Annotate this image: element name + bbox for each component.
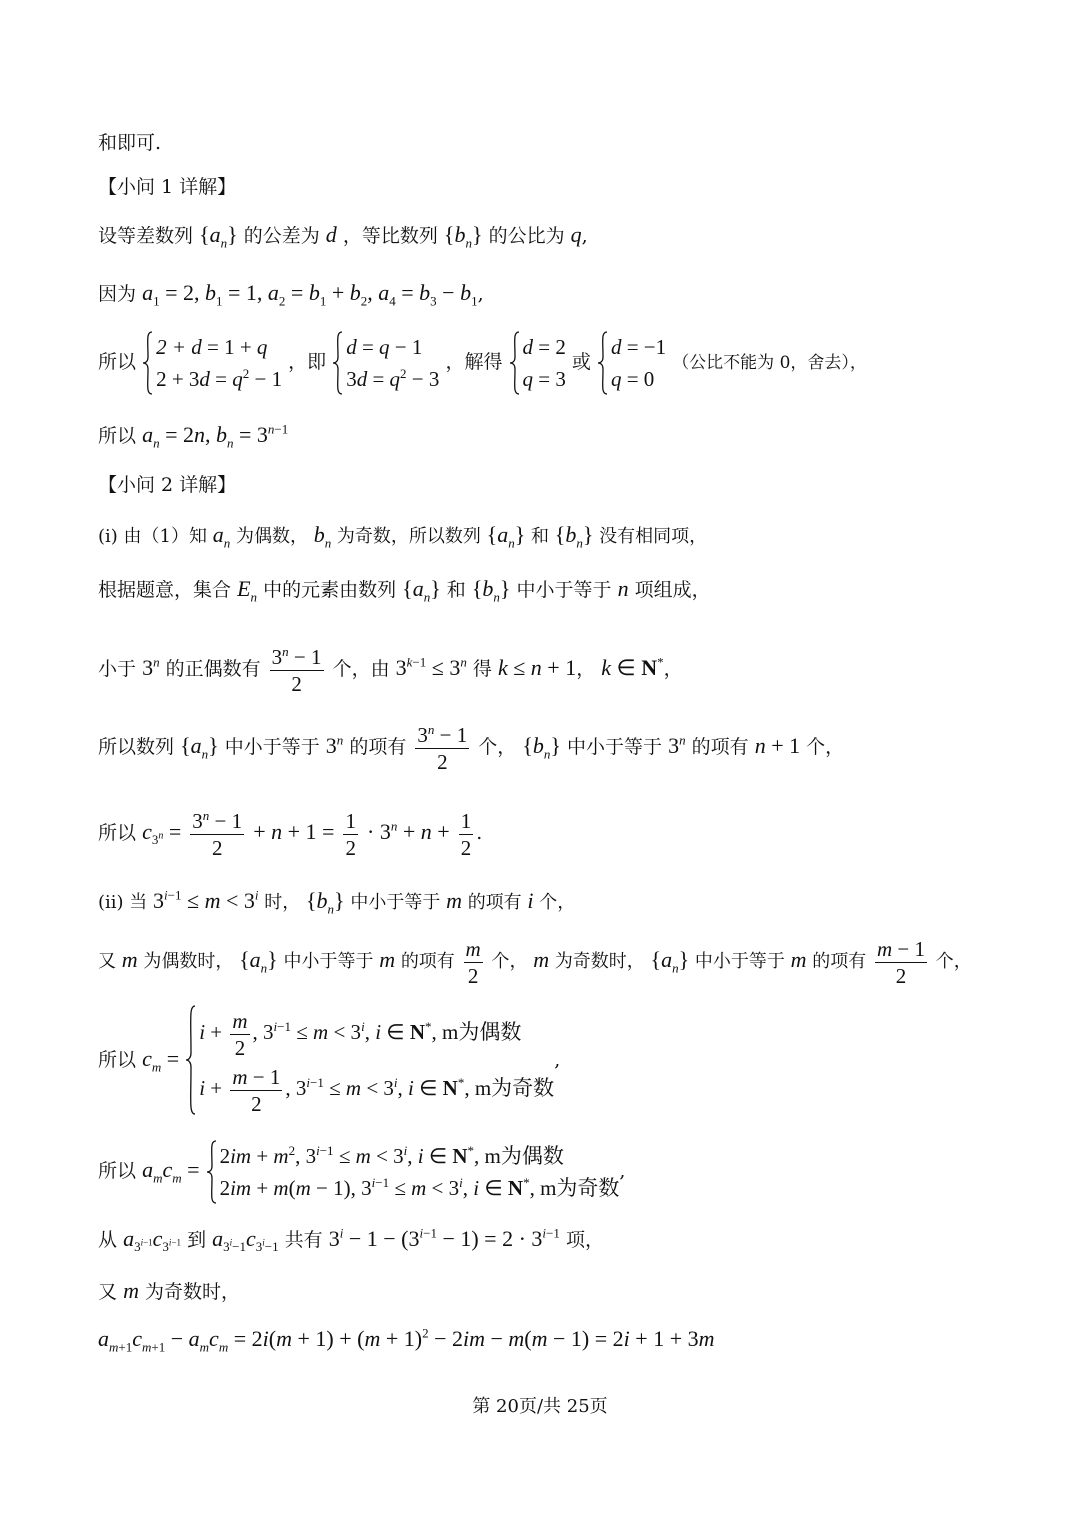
text: m为偶数 <box>442 1020 522 1045</box>
fraction: $\frac{3^n - 1}{2}$ <box>417 721 468 774</box>
math: q <box>570 222 582 247</box>
equation-system: d = 2 q = 3 <box>509 331 566 395</box>
text: 为偶数时， <box>143 951 234 972</box>
text: 项， <box>565 1229 604 1251</box>
text: 所以 <box>98 1160 137 1182</box>
math: $a_n$ <box>212 522 231 551</box>
text: 共有 <box>284 1229 323 1251</box>
text: m为偶数 <box>484 1144 564 1168</box>
text: 中小于等于 <box>694 951 785 972</box>
text: 和 <box>531 526 550 547</box>
text: 从 <box>98 1229 118 1251</box>
text: ，即 <box>288 351 327 373</box>
text: 的正偶数有 <box>165 658 261 680</box>
math: $\{a_n\}$ <box>199 222 238 251</box>
math: 3$^n$ <box>325 732 344 758</box>
math: 3$^n$ <box>142 654 160 680</box>
fraction: $\frac{3^n - 1}{2}$ <box>271 643 322 696</box>
math: $c_{3^n}$ = <box>142 819 182 848</box>
math: m <box>446 888 462 913</box>
text: 因为 <box>98 283 137 305</box>
math: m <box>121 947 138 972</box>
text: 根据题意，集合 <box>98 579 232 601</box>
text-line <box>98 718 844 775</box>
text: 到 <box>187 1229 207 1251</box>
text-line <box>98 1226 604 1253</box>
text-line: 设等差数列 $\{a_n\}$ 的公差为 d ，等比数列 $\{b_n\}$ 的公比为 q, <box>98 222 588 251</box>
section-heading <box>98 472 236 498</box>
text: 所以 <box>98 822 137 844</box>
text: 的公比为 <box>488 225 565 247</box>
fraction: $\frac{1}{2}$ <box>345 808 356 860</box>
math: m <box>379 947 396 972</box>
text: 中小于等于 <box>516 579 612 601</box>
math: m <box>533 947 550 972</box>
math: $3^{k-1} \le 3^n$ <box>395 654 467 680</box>
math: $3^i - 1 - (3^{i-1} - 1) = 2 \cdot 3^{i-1}$ <box>328 1225 560 1251</box>
text: 或 <box>571 351 591 373</box>
text: 为奇数时， <box>554 951 645 972</box>
text: 个， <box>539 892 576 913</box>
text: 的项有 <box>691 736 749 758</box>
math: d <box>325 222 337 247</box>
text: 中小于等于 <box>350 892 441 913</box>
math: $\{a_n\}$ <box>650 947 690 976</box>
text: 所以 <box>98 351 137 373</box>
text: 所以 <box>98 1049 137 1071</box>
math: $\{b_n\}$ <box>471 576 511 605</box>
equation-system: d = −1 q = 0 <box>597 331 666 395</box>
section-heading <box>98 174 236 200</box>
text: ，等比数列 <box>342 225 438 247</box>
heading-text: 【小问 1 详解】 <box>98 176 237 198</box>
text: 的公差为 <box>243 225 320 247</box>
math: $a_{3^{i-1}}c_{3^{i-1}}$ <box>123 1226 182 1255</box>
text: 设等差数列 <box>98 225 194 247</box>
text: 个， <box>478 736 517 758</box>
math: $c_m$ = <box>142 1046 180 1075</box>
text-line <box>98 932 972 990</box>
math: $\{a_n\}$ <box>239 947 278 976</box>
text: 和 <box>446 579 466 601</box>
text: 又 <box>98 951 116 972</box>
text-line: 因为 $a_1 = 2$, $b_1 = 1$, $a_2 = b_1 + b_2$, $a_4 = b_3 - b_1$, <box>98 280 484 309</box>
text-line: 所以 $a_mc_m$ = $2im + m^2$, $3^{i-1} \le m < 3^i$, i ∈ N*, m为偶数 2im + m(m − 1), $3^{i-1} \le m < 3^i$, i ∈ N*, m为奇数 , <box>98 1138 625 1204</box>
text: 又 <box>98 1281 118 1303</box>
math: $b_n$ <box>313 522 332 551</box>
text: 和即可. <box>98 132 162 154</box>
math: $\{b_n\}$ <box>443 222 483 251</box>
text-line <box>98 1326 715 1353</box>
text: 的项有 <box>349 736 407 758</box>
text: 所以 <box>98 425 137 447</box>
math: · $3^n + n$ + <box>367 818 450 844</box>
text: 个，由 <box>332 658 390 680</box>
text: 小于 <box>98 658 137 680</box>
math: k ∈ N* <box>601 654 664 680</box>
math: + n + 1 = <box>253 819 335 844</box>
text: 个， <box>935 951 972 972</box>
text: （公比不能为 0，舍去）， <box>672 353 867 373</box>
math: $\{b_n\}$ <box>305 888 345 917</box>
math: $\{b_n\}$ <box>522 733 561 762</box>
math: m <box>790 947 807 972</box>
text: 的项有 <box>467 892 522 913</box>
piecewise-system: i + $\frac{m}{2}$ , $3^{i-1} \le m < 3^i$, i ∈ N*, m为偶数 i + $\frac{m - 1}{2}$ , $3^{i-1} \le m < 3^i$, i ∈ N*, m为奇数 <box>185 1005 554 1116</box>
math: $a_mc_m$ = <box>142 1157 200 1186</box>
fraction: $\frac{m}{2}$ <box>465 936 481 988</box>
text: 中小于等于 <box>224 736 320 758</box>
text: 个， <box>491 951 528 972</box>
text: 所以数列 <box>98 736 175 758</box>
text: 个， <box>806 736 845 758</box>
math: $\{a_n\}$ <box>486 522 526 551</box>
text: 时， <box>264 892 301 913</box>
math: $\{b_n\}$ <box>554 522 594 551</box>
text: 项组成， <box>634 579 711 601</box>
equation-system: 2 + d = 1 + q $2 + 3d = q^2 - 1$ <box>142 331 282 395</box>
text: (i) 由（1）知 <box>98 526 207 547</box>
text: ，解得 <box>445 351 503 373</box>
text: 中小于等于 <box>567 736 663 758</box>
heading-text: 【小问 2 详解】 <box>98 474 237 496</box>
fraction: $\frac{m - 1}{2}$ <box>877 936 926 988</box>
text-line <box>98 330 867 395</box>
math: i <box>527 888 534 913</box>
math: m <box>123 1278 139 1303</box>
math: $E_n$ <box>237 576 258 605</box>
text-line: 小于 3$^n$ 的正偶数有 $\frac{3^n - 1}{2}$ 个，由 $3^{k-1} \le 3^n$ 得 k ≤ n + 1， k ∈ N*， <box>98 643 683 696</box>
text-line: 所以 $c_m$ = i + $\frac{m}{2}$ , $3^{i-1} \le m < 3^i$, i ∈ N*, m为偶数 i + $\frac{m - 1}{2}$ , $3^{i-1} \le m < 3^i$, i ∈ N*, m为奇数 , <box>98 1004 560 1117</box>
page-number: 第 20页/共 25页 <box>472 1396 608 1417</box>
text: 中的元素由数列 <box>263 579 397 601</box>
text: 得 <box>472 658 492 680</box>
math: $3^{i-1} \le m < 3^i$ <box>153 887 259 913</box>
math: $\{a_n\}$ <box>402 576 441 605</box>
text: 的项有 <box>812 951 867 972</box>
text: 为偶数， <box>235 526 308 547</box>
math: n <box>617 576 629 601</box>
text-line <box>98 130 161 156</box>
fraction: $\frac{1}{2}$ <box>460 808 472 860</box>
text-line <box>98 888 575 916</box>
text: m为奇数 <box>474 1076 555 1100</box>
text-line <box>98 422 288 449</box>
text: 中小于等于 <box>283 951 374 972</box>
math: $a_n = 2n$, $b_n = 3^{n-1}$ <box>142 421 289 451</box>
text: m为奇数 <box>540 1176 620 1200</box>
math: $a_{m+1}c_{m+1} - a_mc_m = 2i(m + 1) + (m + 1)^2 - 2im - m(m - 1) = 2i + 1 + 3m$ <box>98 1325 715 1355</box>
text-line <box>98 1278 240 1305</box>
math: $\{a_n\}$ <box>180 733 219 762</box>
text: 为奇数，所以数列 <box>336 526 481 547</box>
math: $a_1 = 2$, $b_1 = 1$, $a_2 = b_1 + b_2$, $a_4 = b_3 - b_1$ <box>142 280 478 309</box>
equation-system: d = q − 1 $3d = q^2 - 3$ <box>332 331 439 395</box>
text: 为奇数时， <box>145 1281 241 1303</box>
fraction: $\frac{3^n - 1}{2}$ <box>192 807 243 860</box>
text: 没有相同项， <box>599 526 708 547</box>
math: $a_{3^i-1}c_{3^i-1}$ <box>212 1226 279 1255</box>
piecewise-system: $2im + m^2$, $3^{i-1} \le m < 3^i$, i ∈ N*, m为偶数 2im + m(m − 1), $3^{i-1} \le m < 3^i$, i ∈ N*, m为奇数 <box>206 1140 620 1204</box>
text: (ii) 当 <box>98 892 148 913</box>
text-line: 所以 $c_{3^n}$ = $\frac{3^n - 1}{2}$ + n + 1 = $\frac{1}{2}$ · $3^n + n$ + $\frac{1}{2}$ . <box>98 807 483 860</box>
text: 的项有 <box>400 951 455 972</box>
text-line <box>98 576 711 603</box>
math: k ≤ n + 1 <box>497 655 577 680</box>
math: 3$^n$ <box>668 732 686 758</box>
text-line <box>98 522 707 550</box>
math: n + 1 <box>754 733 801 758</box>
